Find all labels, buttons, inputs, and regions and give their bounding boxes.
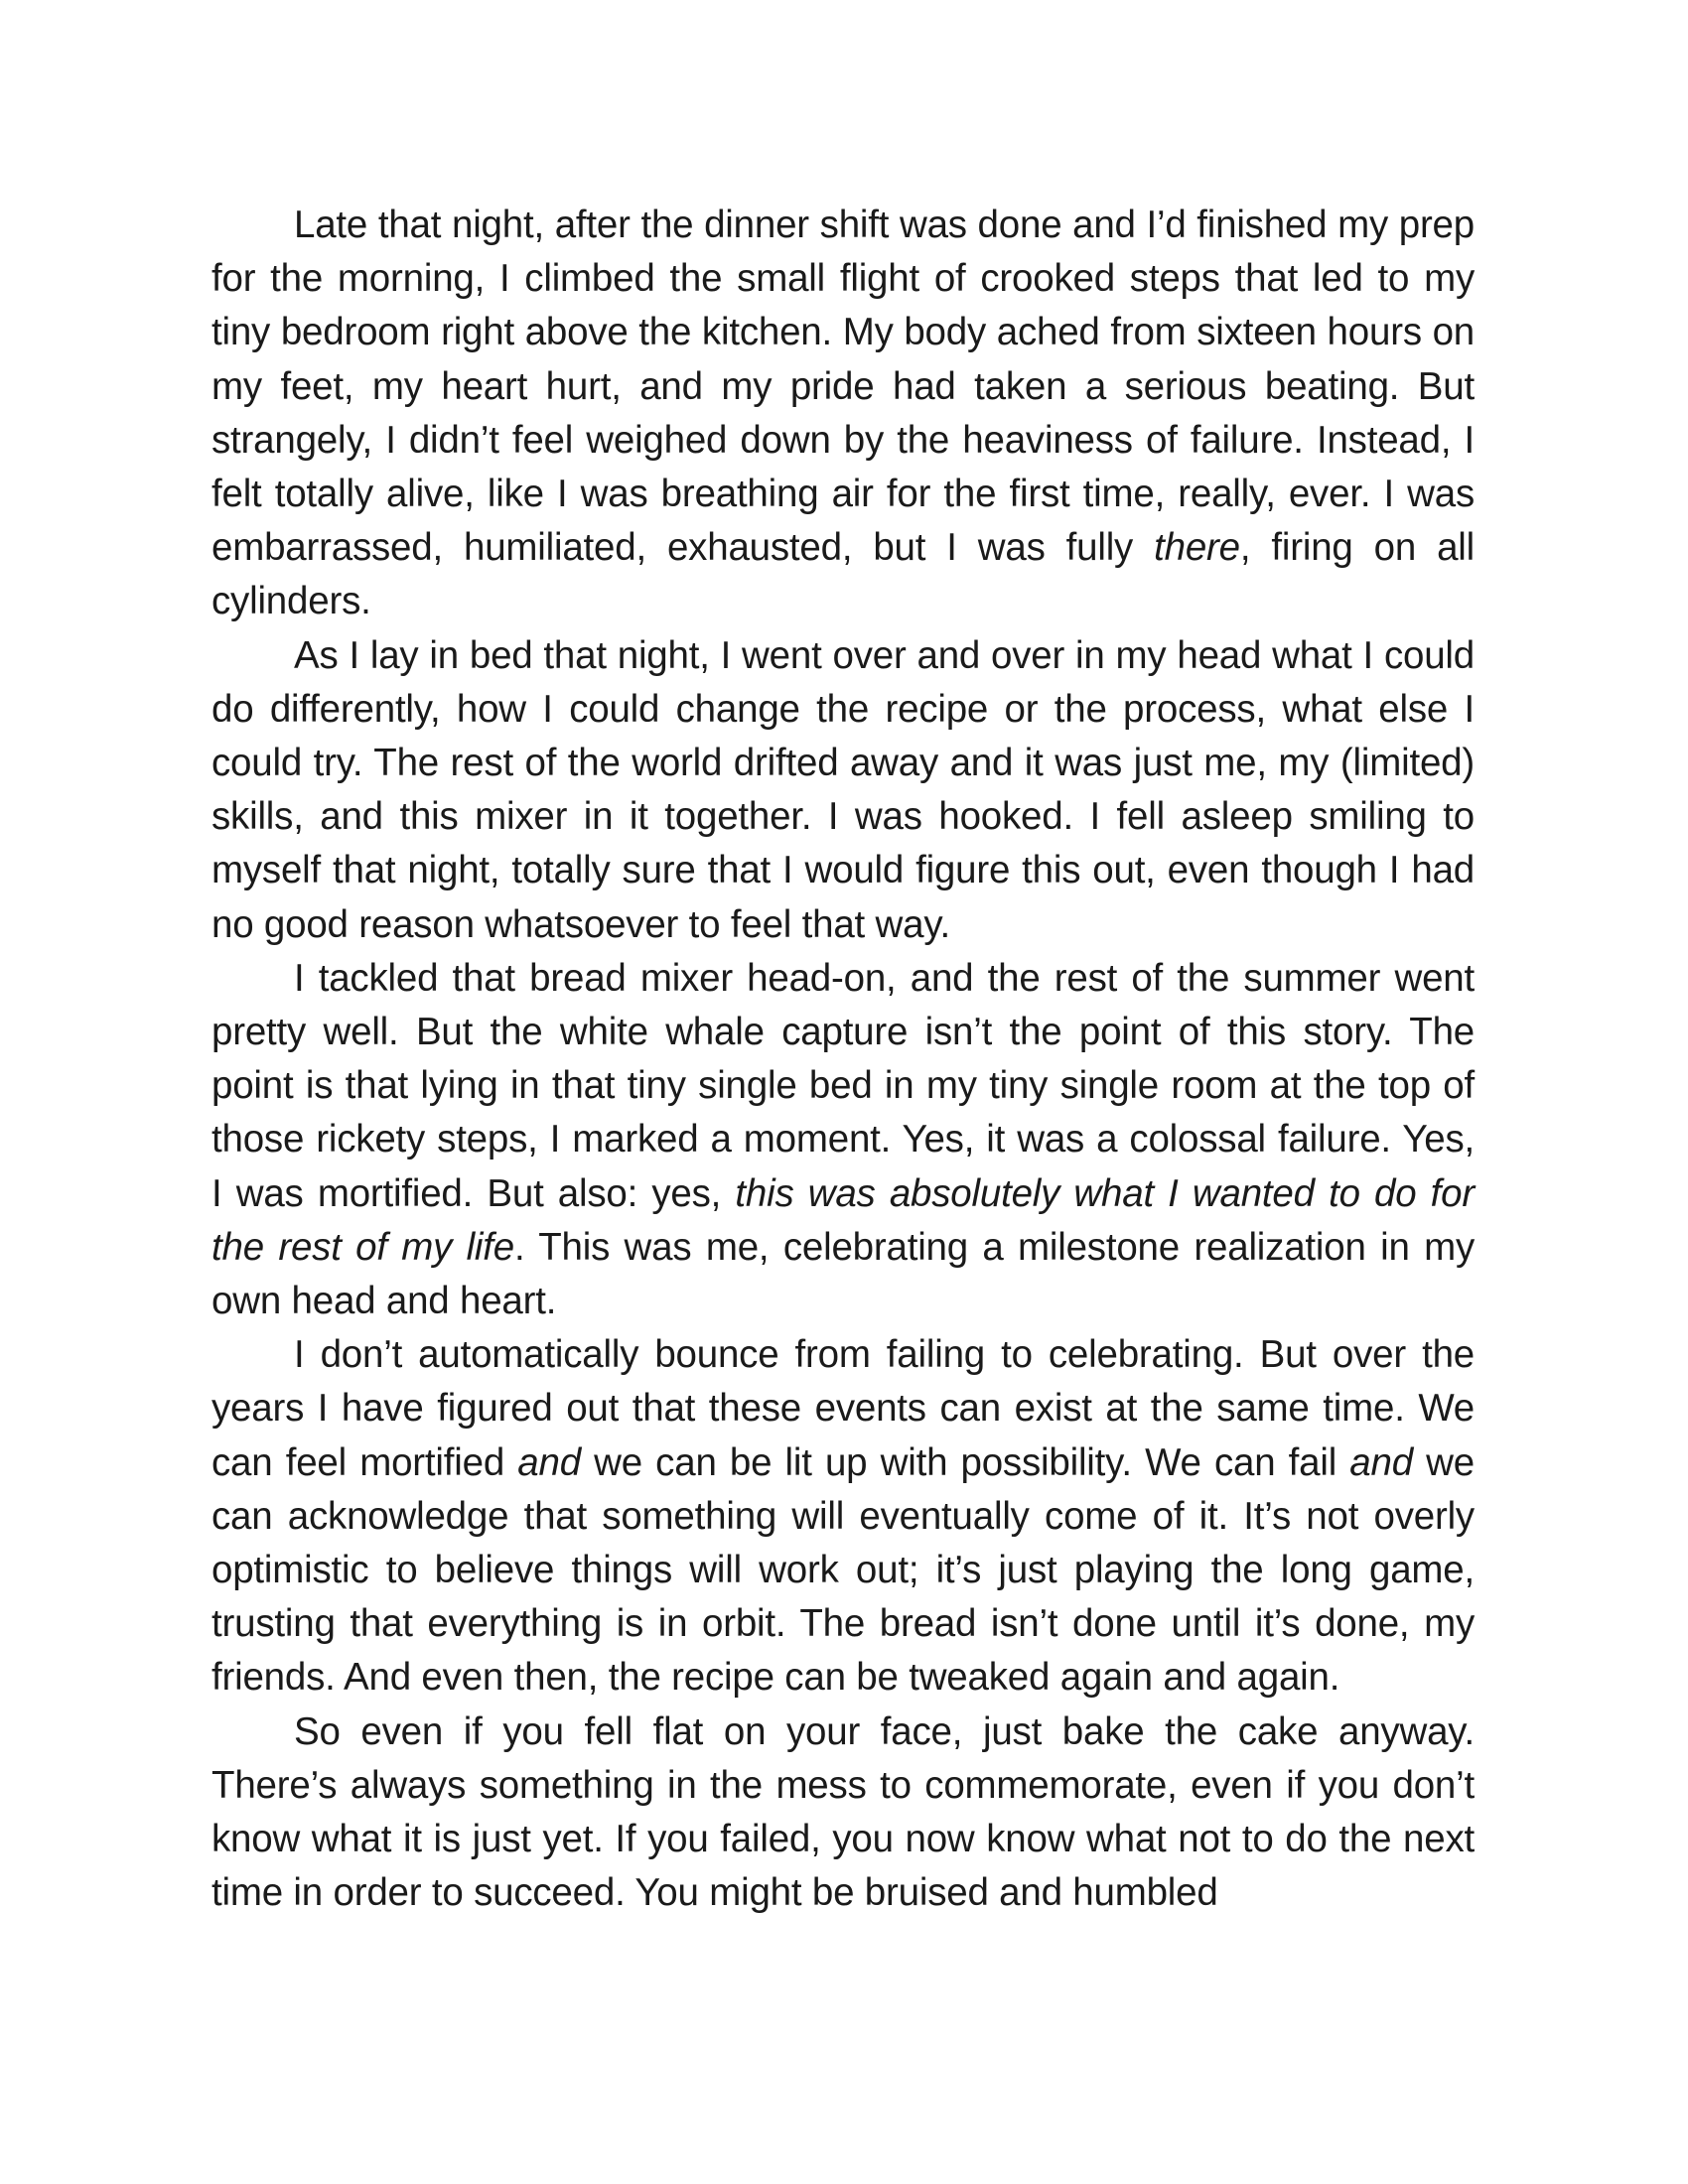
italic-segment: and	[517, 1440, 581, 1484]
italic-segment: and	[1349, 1440, 1413, 1484]
text-segment: , firing on all cylinders.	[211, 526, 1475, 623]
paragraph-3	[211, 952, 1475, 1328]
paragraph-2	[211, 629, 1475, 952]
text-segment: So even if you fell flat on your face, just bake the cake anyway. There’s always something in the mess to commemorate, even if you don’t know what it is just yet. If you failed, you now know what not to do the next time in order to succeed. You might be bruised and humbled	[211, 1709, 1475, 1915]
paragraph-4	[211, 1328, 1475, 1705]
text-segment: we can acknowledge that something will eventually come of it. It’s not overly optimistic to believe things will work out; it’s just playing the long game, trusting that everything is in orbit. The bread isn’t done until it’s done, my friends. And even then, the recipe can be tweaked again and again.	[211, 1440, 1475, 1700]
text-segment: we can be lit up with possibility. We can fail	[580, 1440, 1350, 1484]
paragraph-5	[211, 1706, 1475, 1921]
italic-segment: there	[1154, 526, 1240, 570]
text-segment: I don’t automatically bounce from failing to celebrating. But over the years I have figured out that these events can exist at the same time. We can feel mortified	[211, 1333, 1475, 1484]
text-segment: . This was me, celebrating a milestone realization in my own head and heart.	[211, 1225, 1475, 1323]
italic-segment: this was absolutely what I wanted to do for the rest of my life	[211, 1171, 1475, 1269]
paragraph-1	[211, 199, 1475, 629]
page-body	[211, 199, 1475, 1921]
text-segment: I tackled that bread mixer head-on, and the rest of the summer went pretty well. But the white whale capture isn’t the point of this story. The point is that lying in that tiny single bed in my tiny single room at the top of those rickety steps, I marked a moment. Yes, it was a colossal failure. Yes, I was mortified. But also: yes,	[211, 956, 1475, 1215]
text-segment: As I lay in bed that night, I went over and over in my head what I could do differently, how I could change the recipe or the process, what else I could try. The rest of the world drifted away and it was just me, my (limited) skills, and this mixer in it together. I was hooked. I fell asleep smiling to myself that night, totally sure that I would figure this out, even though I had no good reason whatsoever to feel that way.	[211, 633, 1475, 946]
text-segment: Late that night, after the dinner shift was done and I’d finished my prep for the morning, I climbed the small flight of crooked steps that led to my tiny bedroom right above the kitchen. My body ached from sixteen hours on my feet, my heart hurt, and my pride had taken a serious beating. But strangely, I didn’t feel weighed down by the heaviness of failure. Instead, I felt totally alive, like I was breathing air for the first time, really, ever. I was embarrassed, humiliated, exhausted, but I was fully	[211, 204, 1475, 570]
